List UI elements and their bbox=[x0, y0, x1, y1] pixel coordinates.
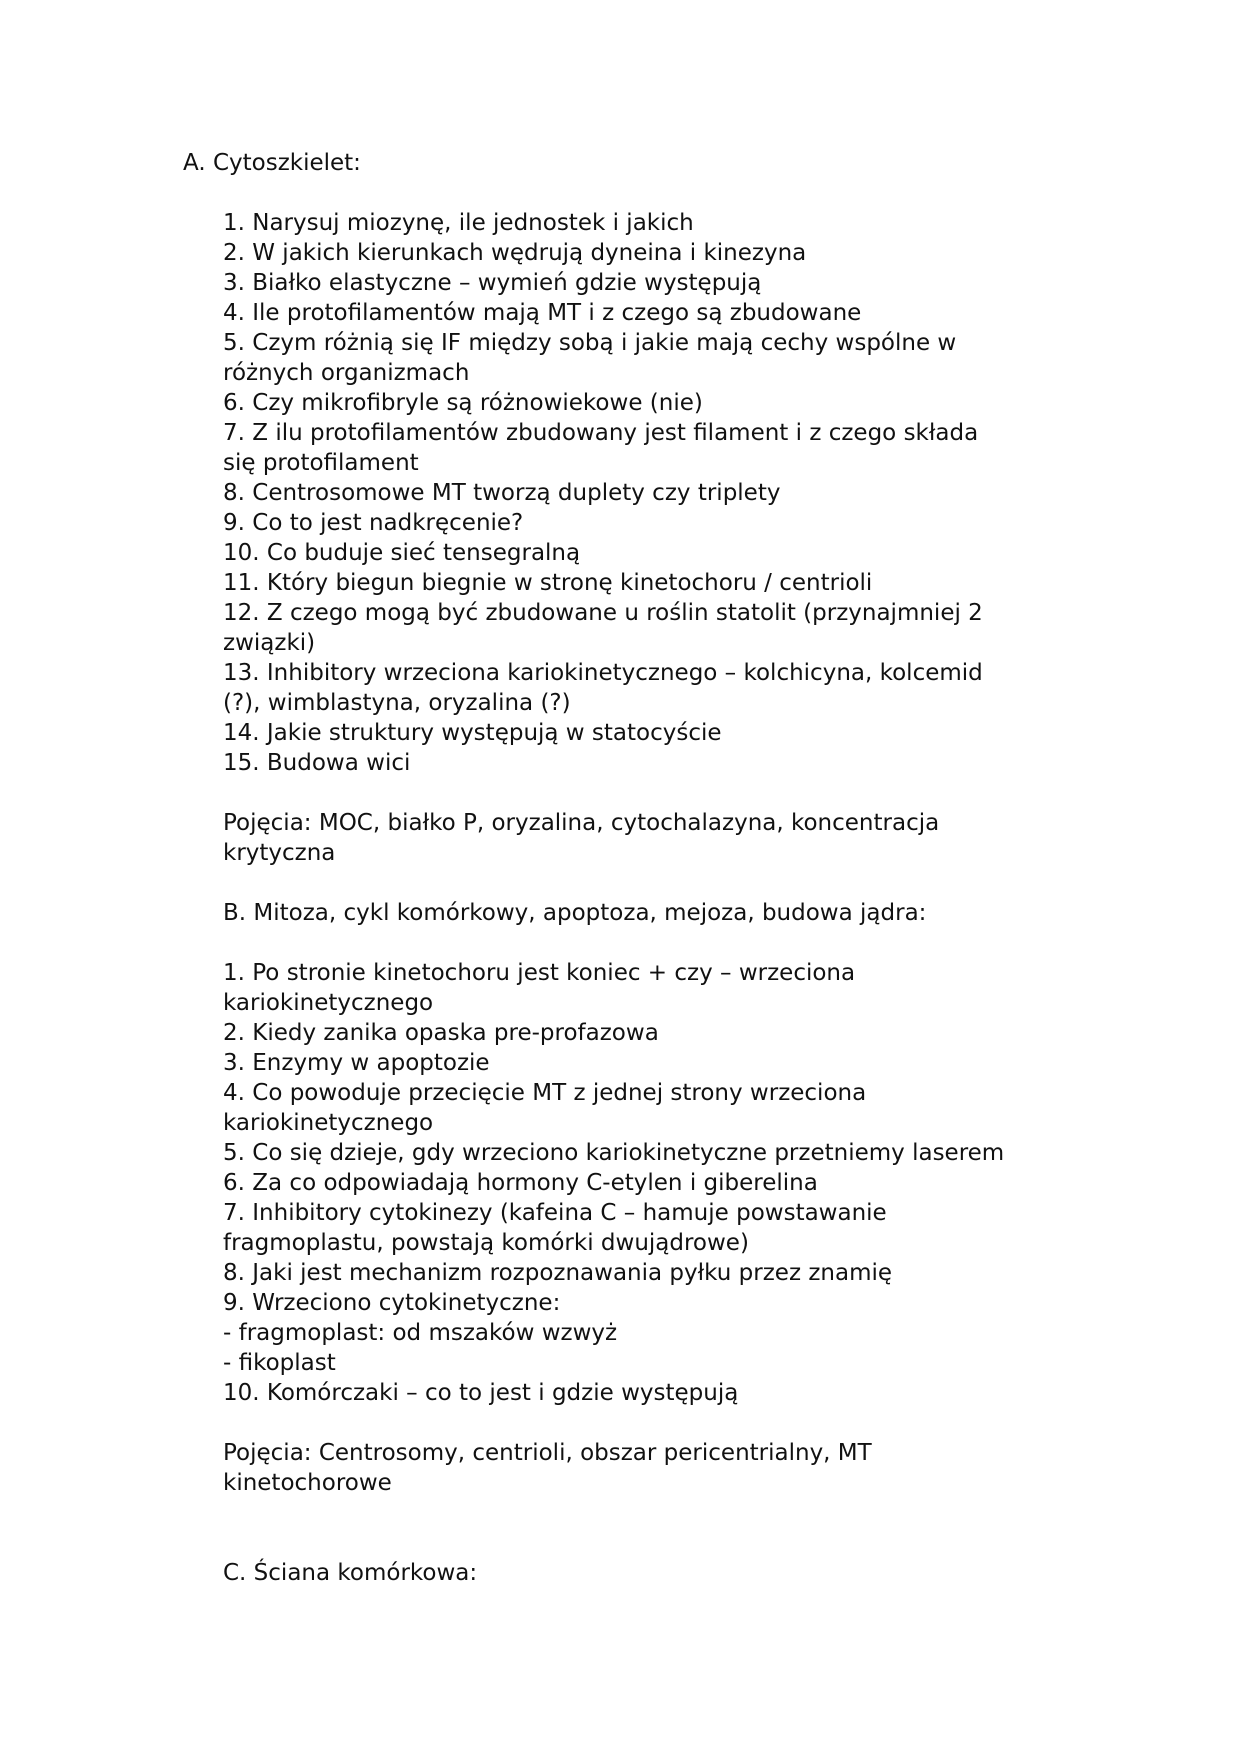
section-a-item: 4. Ile protofilamentów mają MT i z czego są zbudowane bbox=[223, 300, 862, 326]
section-a-item: 11. Który biegun biegnie w stronę kinetochoru / centrioli bbox=[223, 570, 873, 596]
section-b-terms: Pojęcia: Centrosomy, centrioli, obszar pericentrialny, MT bbox=[223, 1440, 872, 1466]
section-a-item: 10. Co buduje sieć tensegralną bbox=[223, 540, 581, 566]
section-a-item-continuation: (?), wimblastyna, oryzalina (?) bbox=[223, 690, 571, 716]
section-a-item-continuation: związki) bbox=[223, 630, 316, 656]
section-a-item: 12. Z czego mogą być zbudowane u roślin statolit (przynajmniej 2 bbox=[223, 600, 983, 626]
section-a-item: 13. Inhibitory wrzeciona kariokinetycznego – kolchicyna, kolcemid bbox=[223, 660, 983, 686]
section-a-item: 8. Centrosomowe MT tworzą duplety czy triplety bbox=[223, 480, 781, 506]
section-b-terms-continuation: kinetochorowe bbox=[223, 1470, 392, 1496]
section-a-item-continuation: różnych organizmach bbox=[223, 360, 470, 386]
section-b-item: 3. Enzymy w apoptozie bbox=[223, 1050, 490, 1076]
section-c-heading: C. Ściana komórkowa: bbox=[223, 1560, 478, 1586]
section-a-item: 2. W jakich kierunkach wędrują dyneina i kinezyna bbox=[223, 240, 807, 266]
section-a-terms-continuation: krytyczna bbox=[223, 840, 336, 866]
section-b-item-continuation: kariokinetycznego bbox=[223, 990, 434, 1016]
section-b-item: 5. Co się dzieje, gdy wrzeciono kariokinetyczne przetniemy laserem bbox=[223, 1140, 1005, 1166]
section-b-item-continuation: kariokinetycznego bbox=[223, 1110, 434, 1136]
section-b-item: 1. Po stronie kinetochoru jest koniec + czy – wrzeciona bbox=[223, 960, 856, 986]
section-b-item: 7. Inhibitory cytokinezy (kafeina C – hamuje powstawanie bbox=[223, 1200, 887, 1226]
section-a-item: 5. Czym różnią się IF między sobą i jakie mają cechy wspólne w bbox=[223, 330, 957, 356]
section-a-item: 7. Z ilu protofilamentów zbudowany jest filament i z czego składa bbox=[223, 420, 979, 446]
section-b-item: 9. Wrzeciono cytokinetyczne: bbox=[223, 1290, 561, 1316]
section-b-heading: B. Mitoza, cykl komórkowy, apoptoza, mejoza, budowa jądra: bbox=[223, 900, 927, 926]
section-b-item: 6. Za co odpowiadają hormony C-etylen i giberelina bbox=[223, 1170, 818, 1196]
section-a-terms: Pojęcia: MOC, białko P, oryzalina, cytochalazyna, koncentracja bbox=[223, 810, 940, 836]
section-a-item: 14. Jakie struktury występują w statocyście bbox=[223, 720, 722, 746]
section-a-item-continuation: się protofilament bbox=[223, 450, 419, 476]
section-b-item: 10. Komórczaki – co to jest i gdzie występują bbox=[223, 1380, 739, 1406]
section-b-subitem: - fragmoplast: od mszaków wzwyż bbox=[223, 1320, 618, 1346]
section-b-item-continuation: fragmoplastu, powstają komórki dwujądrowe) bbox=[223, 1230, 749, 1256]
section-b-item: 4. Co powoduje przecięcie MT z jednej strony wrzeciona bbox=[223, 1080, 867, 1106]
section-a-item: 3. Białko elastyczne – wymień gdzie występują bbox=[223, 270, 762, 296]
section-b-item: 2. Kiedy zanika opaska pre-profazowa bbox=[223, 1020, 659, 1046]
section-a-heading: A. Cytoszkielet: bbox=[183, 150, 361, 176]
section-a-item: 15. Budowa wici bbox=[223, 750, 411, 776]
section-b-item: 8. Jaki jest mechanizm rozpoznawania pyłku przez znamię bbox=[223, 1260, 893, 1286]
section-a-item: 9. Co to jest nadkręcenie? bbox=[223, 510, 524, 536]
section-a-item: 1. Narysuj miozynę, ile jednostek i jakich bbox=[223, 210, 694, 236]
section-a-item: 6. Czy mikrofibryle są różnowiekowe (nie) bbox=[223, 390, 703, 416]
section-b-subitem: - fikoplast bbox=[223, 1350, 336, 1376]
